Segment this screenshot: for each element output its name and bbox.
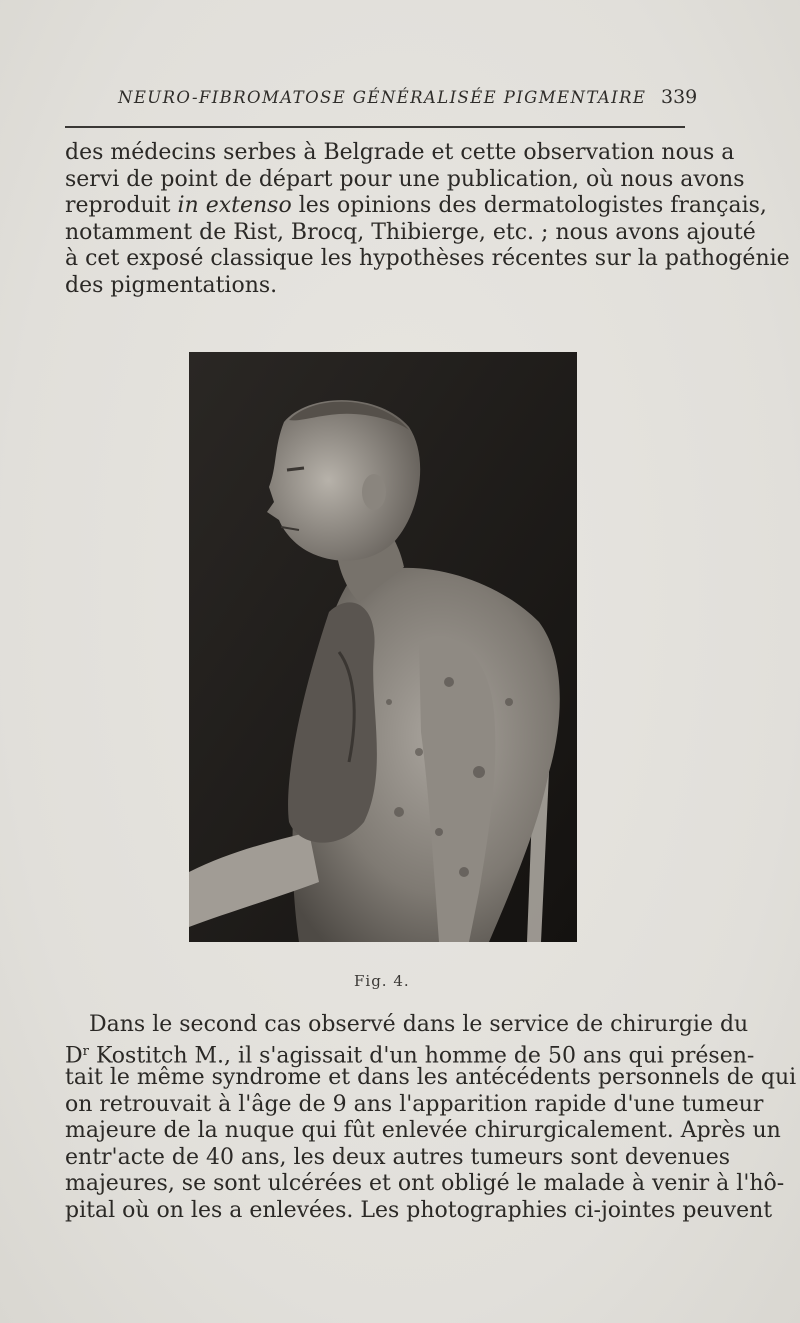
text-line: servi de point de départ pour une publication, où nous avons bbox=[65, 166, 745, 192]
text-line: entr'acte de 40 ans, les deux autres tumeurs sont devenues bbox=[65, 1144, 731, 1170]
latin-phrase: in extenso bbox=[177, 193, 292, 218]
text-line: majeures, se sont ulcérées et ont obligé le malade à venir à l'hô- bbox=[65, 1171, 785, 1196]
paragraph-2 bbox=[65, 1012, 797, 1224]
text-line: pital où on les a enlevées. Les photographies ci-jointes peuvent bbox=[65, 1197, 773, 1223]
text-line: on retrouvait à l'âge de 9 ans l'apparition rapide d'une tumeur bbox=[65, 1091, 764, 1117]
text-run: reproduit bbox=[65, 193, 171, 218]
text-line: des pigmentations. bbox=[65, 272, 278, 298]
text-run: D bbox=[65, 1042, 83, 1068]
text-line: à cet exposé classique les hypothèses récentes sur la pathogénie bbox=[65, 246, 790, 271]
text-line: majeure de la nuque qui fût enlevée chirurgicalement. Après un bbox=[65, 1118, 781, 1143]
running-title: NEURO-FIBROMATOSE GÉNÉRALISÉE PIGMENTAIRE bbox=[118, 88, 647, 107]
text-run: les opinions des dermatologistes français, bbox=[298, 193, 767, 218]
text-line: des médecins serbes à Belgrade et cette observation nous a bbox=[65, 140, 735, 165]
page-number: 339 bbox=[661, 86, 698, 108]
figure-caption: Fig. 4. bbox=[354, 972, 410, 990]
text-line bbox=[65, 1039, 755, 1068]
text-line: Dans le second cas observé dans le service de chirurgie du bbox=[89, 1012, 749, 1037]
text-run: Kostitch M., il s'agissait d'un homme de 50 ans qui présen- bbox=[88, 1042, 755, 1068]
header-rule bbox=[65, 126, 685, 128]
superscript: r bbox=[82, 1043, 89, 1059]
text-line: tait le même syndrome et dans les antécédents personnels de qui bbox=[65, 1065, 797, 1090]
patient-photograph bbox=[189, 352, 577, 942]
paragraph-1 bbox=[65, 140, 790, 299]
text-line: notamment de Rist, Brocq, Thibierge, etc. ; nous avons ajouté bbox=[65, 219, 756, 245]
text-line bbox=[65, 193, 767, 220]
